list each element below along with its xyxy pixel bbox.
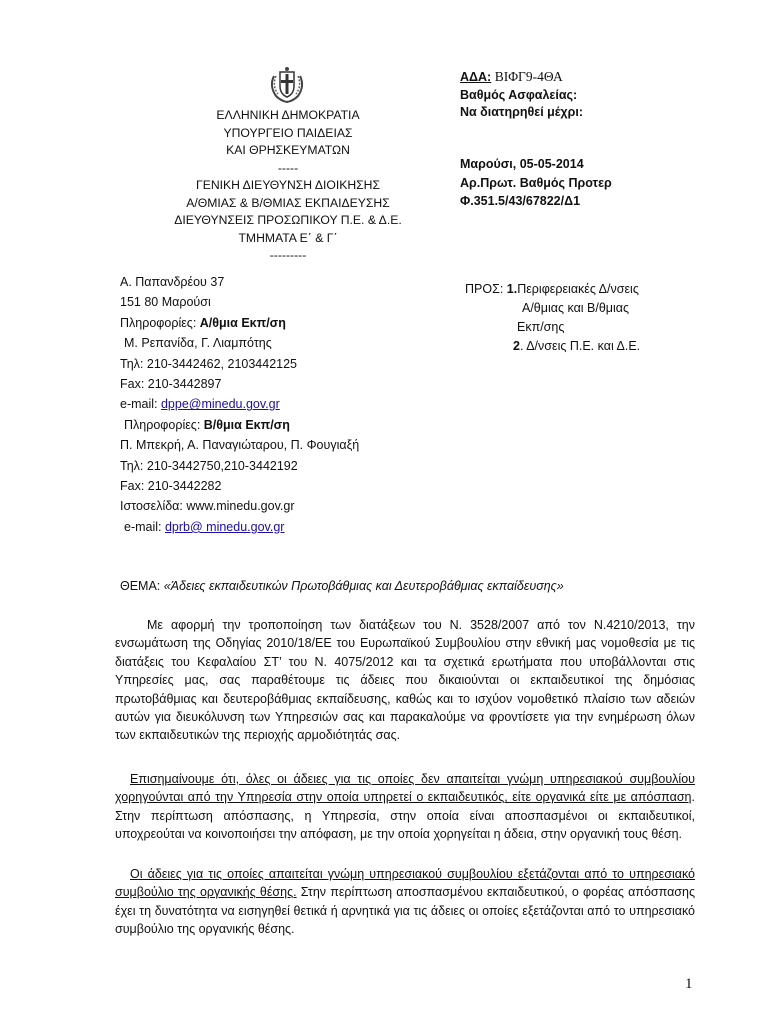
recipients-line-4: [465, 337, 640, 356]
phone-secondary: Τηλ: 210-3442750,210-3442192: [120, 458, 298, 473]
greek-emblem-icon: [266, 64, 308, 106]
ada-value: ΒΙΦΓ9-4ΘΑ: [494, 69, 563, 84]
ministry-line: Α/ΘΜΙΑΣ & Β/ΘΜΙΑΣ ΕΚΠΑΙΔΕΥΣΗΣ: [186, 195, 390, 210]
body-paragraph-2: [115, 770, 695, 844]
info-value: Α/θμια Εκπ/ση: [199, 315, 286, 330]
paragraph-text: . Στην περίπτωση απόσπασης, η Υπηρεσία, στην οποία είναι αποσπασμένοι οι εκπαιδευτικοί, υποχρεούται να κοινοποιήσει την απόφαση, με την οποία χορηγείται η άδεια, στην οργανική τους θέση.: [115, 790, 695, 842]
ministry-line: ΤΜΗΜΑΤΑ Ε΄ & Γ΄: [238, 230, 338, 245]
phone-primary: Τηλ: 210-3442462, 2103442125: [120, 356, 298, 371]
recipients-line-1: [465, 280, 640, 299]
info-label: Πληροφορίες:: [124, 417, 204, 432]
recipients-line-3: Εκπ/σης: [517, 320, 565, 334]
ministry-line: ΔΙΕΥΘΥΝΣΕΙΣ ΠΡΟΣΩΠΙΚΟΥ Π.Ε. & Δ.Ε.: [174, 213, 402, 227]
email-primary-line: [120, 394, 359, 414]
keep-until-label: Να διατηρηθεί μέχρι:: [460, 105, 583, 119]
recipient-number: 2: [513, 339, 520, 353]
website: Ιστοσελίδα: www.minedu.gov.gr: [120, 499, 295, 514]
body-paragraph-3: [115, 865, 695, 939]
recipient-text: Περιφερειακές Δ/νσεις: [517, 282, 639, 296]
security-label: Βαθμός Ασφαλείας:: [460, 87, 578, 102]
email-link-secondary[interactable]: dprb@ minedu.gov.gr: [164, 519, 285, 534]
ministry-line: ΚΑΙ ΘΡΗΣΚΕΥΜΑΤΩΝ: [226, 143, 350, 157]
recipients-line-2: Α/θμιας και Β/θμιας: [522, 301, 630, 315]
body-paragraph-1: Με αφορμή την τροποποίηση των διατάξεων του Ν. 3528/2007 από τον Ν.4210/2013, την ενσωμάτωση της Οδηγίας 2010/18/ΕΕ του Ευρωπαϊκού Συμβουλίου στην εθνική μας νομοθεσία με τις διατάξεις του Κεφαλαίου ΣΤ’ του Ν. 4075/2012 και τα σχετικά ερωτήματα που υποβάλλονται στις Υπηρεσίες μας, σας παραθέτουμε τις άδειες που δικαιούνται οι εκπαιδευτικοί της δημόσιας πρωτοβάθμιας και δευτεροβάθμιας εκπαίδευσης, καθώς και το ισχύον νομοθετικό πλαίσιο των αδειών αυτών για διευκόλυνση των Υπηρεσιών σας και παρακαλούμε να φροντίσετε για την ενημέρωση όλων των εκπαιδευτικών της περιοχής αρμοδιότητάς σας.: [115, 618, 695, 743]
recipients-block: [465, 280, 640, 356]
postal-code: 151 80 Μαρούσι: [120, 295, 211, 310]
ada-line: [460, 68, 583, 87]
email-label: e-mail:: [120, 397, 161, 412]
info-value: Β/θμια Εκπ/ση: [203, 417, 290, 432]
ministry-line: ΓΕΝΙΚΗ ΔΙΕΥΘΥΝΣΗ ΔΙΟΙΚΗΣΗΣ: [195, 178, 381, 192]
email-label: e-mail:: [124, 519, 165, 534]
document-meta: [460, 68, 583, 122]
contact-block: [120, 272, 359, 537]
subject-line: [120, 579, 564, 593]
recipients-label: ΠΡΟΣ:: [465, 282, 507, 296]
paragraph-text: Στην περίπτωση αποσπασμένου εκπαιδευτικού, ο φορέας απόσπασης έχει τη δυνατότητα να εισηγηθεί θετικά ή αρνητικά για τις άδειες οι οποίες εξετάζονται από το υπηρεσιακό συμβούλιο της οργανικής θέσης.: [115, 885, 695, 937]
contact-names-primary: Μ. Ρεπανίδα, Γ. Λιαμπότης: [124, 336, 272, 351]
fax-secondary: Fax: 210-3442282: [120, 479, 222, 494]
ada-label: ΑΔΑ:: [460, 70, 492, 84]
address: Α. Παπανδρέου 37: [120, 275, 225, 289]
subject-label: ΘΕΜΑ:: [120, 579, 164, 593]
ministry-line: ΕΛΛΗΝΙΚΗ ΔΗΜΟΚΡΑΤΙΑ: [216, 108, 360, 122]
date: Μαρούσι, 05-05-2014: [460, 157, 584, 171]
email-link-primary[interactable]: dppe@minedu.gov.gr: [160, 397, 280, 412]
emphasis-text: Οι άδειες για τις οποίες απαιτείται γνώμη υπηρεσιακού συμβουλίου εξετάζονται από το υπηρεσιακό συμβούλιο της οργανικής θέσης.: [115, 867, 695, 900]
date-protocol: [460, 155, 612, 211]
ministry-line: -----: [277, 160, 299, 175]
page-number: 1: [685, 976, 693, 992]
protocol-label: Αρ.Πρωτ. Βαθμός Προτερ: [460, 175, 612, 190]
ministry-line: ΥΠΟΥΡΓΕΙΟ ΠΑΙΔΕΙΑΣ: [223, 125, 353, 140]
ministry-line: ---------: [269, 248, 307, 262]
ministry-header: [120, 107, 456, 265]
protocol-number: Φ.351.5/43/67822/Δ1: [460, 194, 581, 208]
info-secondary: [120, 415, 359, 435]
recipient-number: 1.: [506, 282, 518, 296]
email-secondary-line: [120, 517, 359, 537]
subject-text: «Άδειες εκπαιδευτικών Πρωτοβάθμιας και Δευτεροβάθμιας εκπαίδευσης»: [163, 579, 564, 593]
contact-names-secondary: Π. Μπεκρή, Α. Παναγιώταρου, Π. Φουγιαξή: [120, 438, 360, 453]
info-primary: [120, 313, 359, 333]
info-label: Πληροφορίες:: [120, 315, 200, 330]
emphasis-text: Επισημαίνουμε ότι, όλες οι άδειες για τις οποίες δεν απαιτείται γνώμη υπηρεσιακού συμβουλίου χορηγούνται από την Υπηρεσία στην οποία υπηρετεί ο εκπαιδευτικός, είτε οργανικά είτε με απόσπαση: [115, 772, 695, 805]
fax-primary: Fax: 210-3442897: [120, 377, 222, 392]
recipient-text: . Δ/νσεις Π.Ε. και Δ.Ε.: [519, 339, 641, 353]
